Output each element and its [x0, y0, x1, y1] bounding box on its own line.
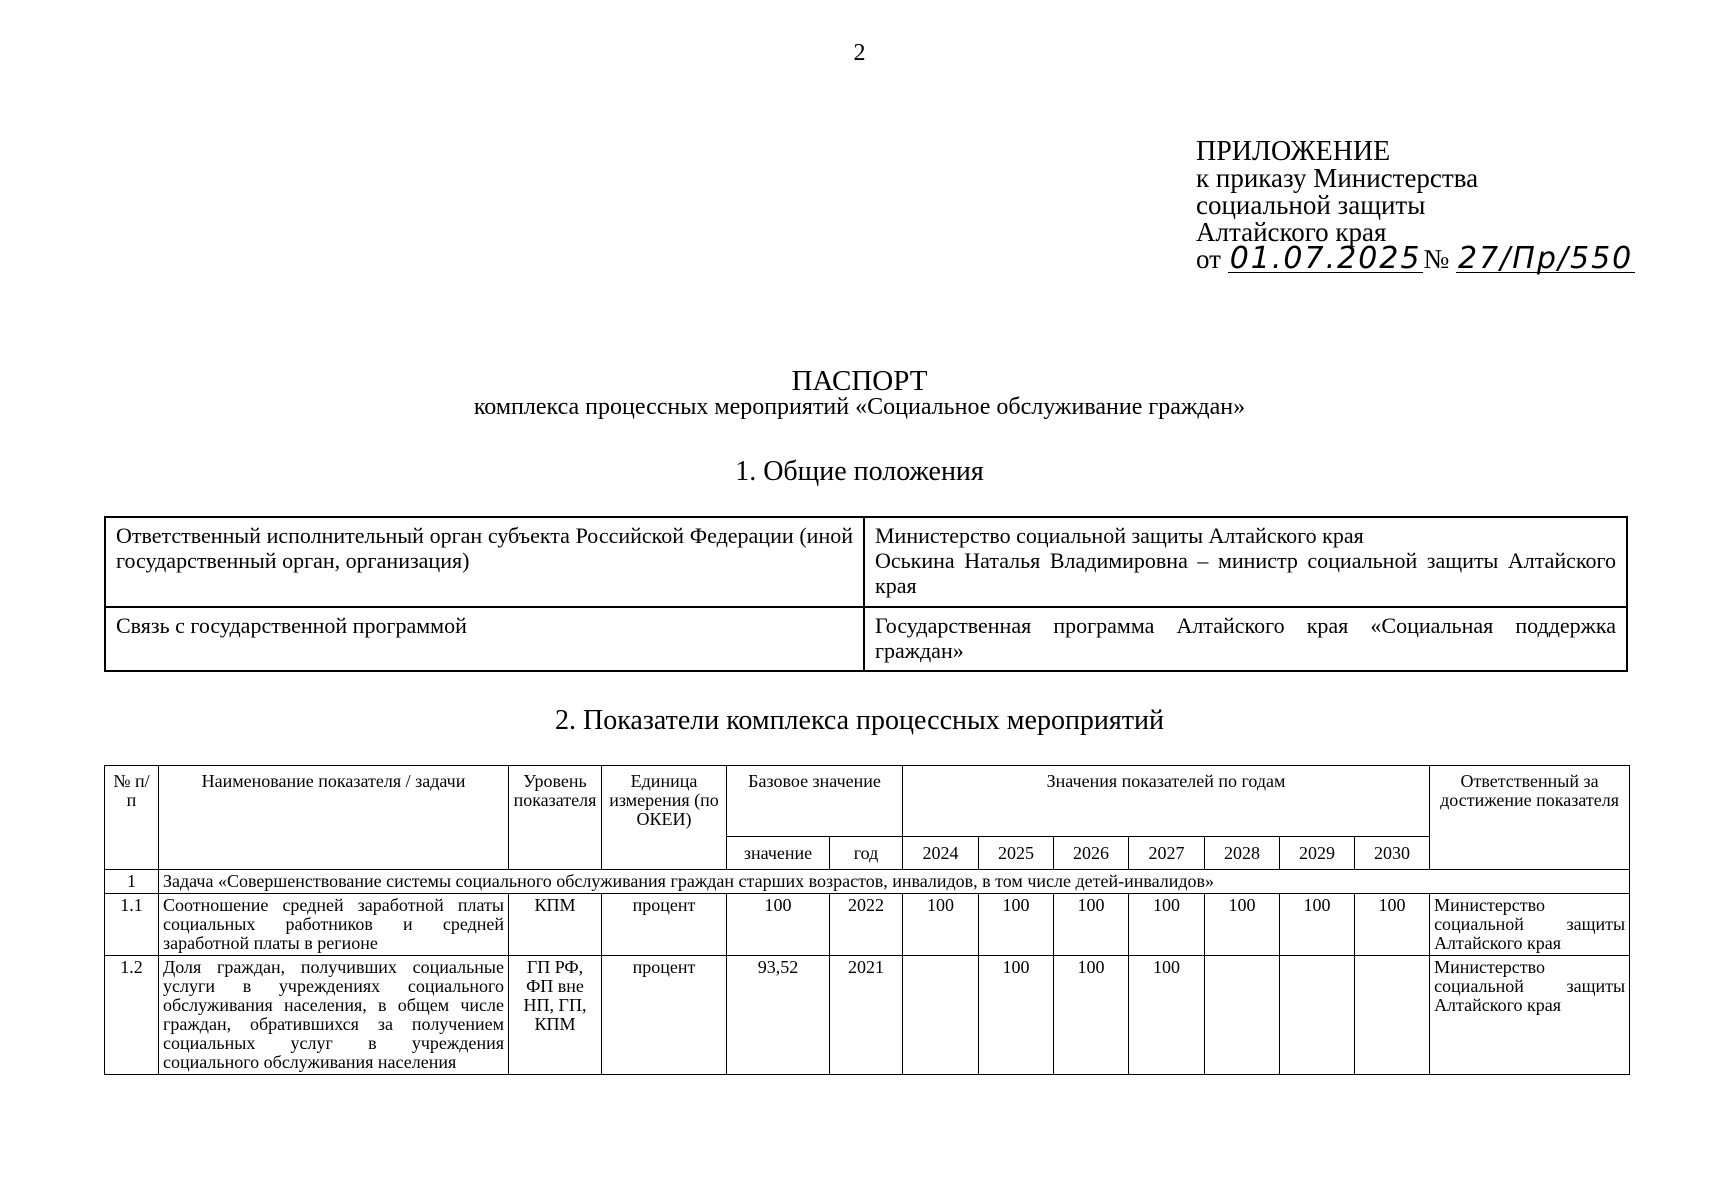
row-base-value: 100 — [727, 894, 830, 956]
header-year: 2030 — [1355, 837, 1430, 870]
appendix-line: к приказу Министерства — [1196, 163, 1479, 193]
table-row — [105, 956, 1630, 1075]
row-base-year: 2021 — [830, 956, 903, 1075]
appendix-line: Алтайского края — [1196, 217, 1387, 247]
table-row — [105, 607, 1627, 671]
row-year-value — [1280, 956, 1355, 1075]
header-num: № п/п — [105, 766, 159, 870]
row-year-value: 100 — [1205, 894, 1280, 956]
label-cell: Ответственный исполнительный орган субъекта Российской Федерации (иной государственный орган, организация) — [105, 517, 864, 607]
row-year-value: 100 — [1129, 956, 1205, 1075]
row-year-value: 100 — [1280, 894, 1355, 956]
header-row — [105, 766, 1630, 837]
header-base-value: значение — [727, 837, 830, 870]
table-row — [105, 894, 1630, 956]
row-year-value — [1355, 956, 1430, 1075]
header-year: 2025 — [979, 837, 1054, 870]
header-base-year: год — [830, 837, 903, 870]
general-provisions-table — [104, 516, 1628, 672]
value-line: Министерство социальной защиты Алтайского края — [875, 523, 1364, 548]
appendix-block — [1196, 136, 1635, 276]
row-year-value: 100 — [1054, 894, 1129, 956]
number-label: № — [1423, 244, 1450, 274]
appendix-date-number — [1196, 241, 1635, 276]
row-num: 1.2 — [105, 956, 159, 1075]
table-row — [105, 517, 1627, 607]
row-year-value — [1205, 956, 1280, 1075]
row-year-value: 100 — [1129, 894, 1205, 956]
header-year: 2029 — [1280, 837, 1355, 870]
section1-title: 1. Общие положения — [735, 456, 984, 487]
row-year-value: 100 — [903, 894, 979, 956]
header-year: 2028 — [1205, 837, 1280, 870]
row-responsible: Министерство социальной защиты Алтайского края — [1430, 956, 1630, 1075]
row-num: 1.1 — [105, 894, 159, 956]
header-year: 2027 — [1129, 837, 1205, 870]
order-number: 27/Пр/550 — [1458, 241, 1634, 276]
header-year: 2024 — [903, 837, 979, 870]
row-base-value: 93,52 — [727, 956, 830, 1075]
document-subtitle: комплекса процессных мероприятий «Социальное обслуживание граждан» — [473, 394, 1246, 420]
section2-title: 2. Показатели комплекса процессных мероприятий — [554, 705, 1164, 736]
header-name: Наименование показателя / задачи — [159, 766, 509, 870]
row-year-value: 100 — [1054, 956, 1129, 1075]
header-base: Базовое значение — [727, 766, 903, 837]
header-responsible: Ответственный за достижение показателя — [1430, 766, 1630, 870]
row-year-value: 100 — [979, 956, 1054, 1075]
task-text: Задача «Совершенствование системы социального обслуживания граждан старших возрастов, инвалидов, в том числе детей-инвалидов» — [159, 870, 1630, 894]
row-level: ГП РФ, ФП вне НП, ГП, КПМ — [509, 956, 602, 1075]
task-row — [105, 870, 1630, 894]
row-unit: процент — [602, 894, 727, 956]
document-title: ПАСПОРТ — [791, 365, 928, 397]
row-name: Доля граждан, получивших социальные услуги в учреждениях социального обслуживания населения, в общем числе граждан, обратившихся за получением социальных услуг в учреждения социального обслуживания населения — [159, 956, 509, 1075]
row-base-year: 2022 — [830, 894, 903, 956]
row-name: Соотношение средней заработной платы социальных работников и средней заработной платы в регионе — [159, 894, 509, 956]
value-cell: Государственная программа Алтайского края «Социальная поддержка граждан» — [864, 607, 1627, 671]
order-date: 01.07.2025 — [1229, 241, 1422, 276]
header-unit: Единица измерения (по ОКЕИ) — [602, 766, 727, 870]
appendix-line: социальной защиты — [1196, 190, 1426, 220]
indicators-table — [104, 765, 1630, 1075]
from-label: от — [1196, 244, 1221, 274]
page-number: 2 — [853, 40, 866, 66]
row-year-value: 100 — [979, 894, 1054, 956]
header-year: 2026 — [1054, 837, 1129, 870]
header-level: Уровень показателя — [509, 766, 602, 870]
row-unit: процент — [602, 956, 727, 1075]
task-num: 1 — [105, 870, 159, 894]
row-year-value — [903, 956, 979, 1075]
row-responsible: Министерство социальной защиты Алтайского края — [1430, 894, 1630, 956]
label-cell: Связь с государственной программой — [105, 607, 864, 671]
row-level: КПМ — [509, 894, 602, 956]
value-line: Оськина Наталья Владимировна – министр социальной защиты Алтайского края — [875, 548, 1616, 598]
value-cell — [864, 517, 1627, 607]
appendix-title: ПРИЛОЖЕНИЕ — [1196, 136, 1391, 167]
header-years-title: Значения показателей по годам — [903, 766, 1430, 837]
row-year-value: 100 — [1355, 894, 1430, 956]
